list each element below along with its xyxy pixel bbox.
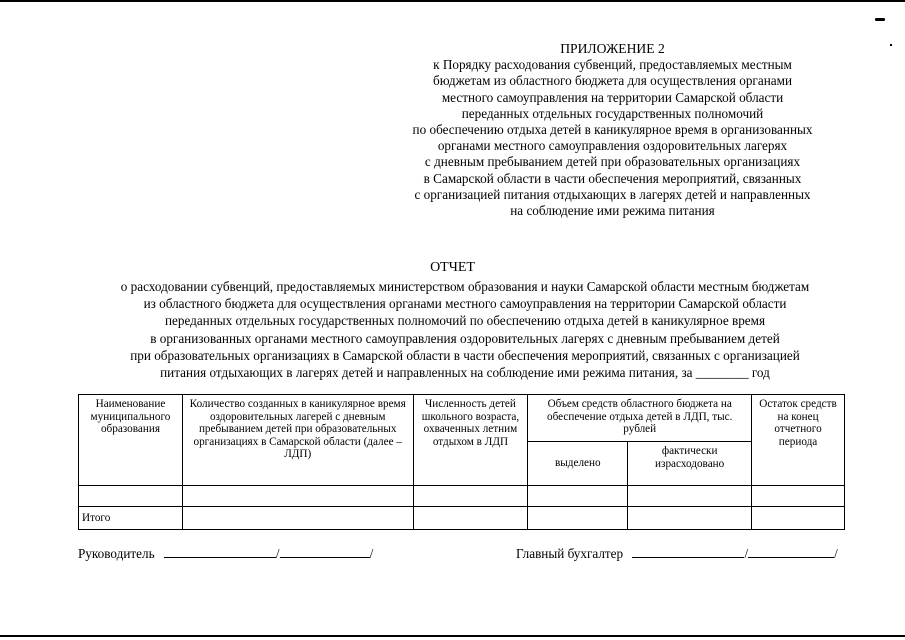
accountant-label: Главный бухгалтер bbox=[516, 546, 624, 561]
bottom-border-line bbox=[0, 635, 905, 637]
header-municipality: Наименование муниципального образования bbox=[79, 395, 183, 486]
header-spent: фактически израсходовано bbox=[628, 442, 752, 486]
top-border-line bbox=[0, 0, 905, 2]
head-label: Руководитель bbox=[78, 546, 155, 561]
table-cell bbox=[413, 486, 528, 507]
accountant-name-field[interactable] bbox=[748, 543, 834, 558]
appendix-line: на соблюдение ими режима питания bbox=[510, 203, 715, 219]
table-cell bbox=[752, 507, 845, 530]
header-balance: Остаток средств на конец отчетного периода bbox=[752, 395, 845, 486]
table-row bbox=[79, 486, 845, 507]
appendix-line: в Самарской области в части обеспечения мероприятий, связанных bbox=[423, 170, 802, 186]
appendix-line: по обеспечению отдыха детей в каникулярное время в организованных bbox=[412, 122, 813, 138]
appendix-line: переданных отдельных государственных полномочий bbox=[461, 105, 764, 121]
header-children-count: Численность детей школьного возраста, охваченных летним отдыхом в ЛДП bbox=[413, 395, 528, 486]
separator: / bbox=[275, 546, 280, 561]
table-cell bbox=[182, 507, 413, 530]
appendix-line: с организацией питания отдыхающих в лагерях детей и направленных bbox=[414, 186, 811, 202]
table-cell bbox=[182, 486, 413, 507]
accountant-signature bbox=[516, 543, 838, 562]
appendix-line: бюджетам из областного бюджета для осуществления органами bbox=[432, 73, 793, 89]
separator: / bbox=[744, 546, 749, 561]
scan-mark bbox=[875, 18, 885, 21]
header-funds: Объем средств областного бюджета на обеспечение отдыха детей в ЛДП, тыс. рублей bbox=[528, 395, 752, 442]
table-total-row bbox=[79, 507, 845, 530]
table-cell bbox=[79, 486, 183, 507]
table-cell bbox=[528, 507, 628, 530]
header-allocated: выделено bbox=[528, 442, 628, 486]
report-line: питания отдыхающих в лагерях детей и направленных на соблюдение ими режима питания, за ________ год bbox=[160, 365, 770, 381]
report-line: из областного бюджета для осуществления органами местного самоуправления на территории Самарской области bbox=[143, 296, 787, 312]
appendix-block bbox=[360, 41, 865, 219]
table-cell bbox=[628, 486, 752, 507]
report-title: ОТЧЕТ bbox=[430, 260, 475, 275]
appendix-line: органами местного самоуправления оздоровительных лагерях bbox=[437, 138, 788, 154]
separator: / bbox=[369, 546, 374, 561]
scan-dot bbox=[890, 44, 892, 46]
appendix-line: к Порядку расходования субвенций, предоставляемых местным bbox=[433, 57, 792, 73]
separator: / bbox=[834, 546, 838, 561]
accountant-signature-field[interactable] bbox=[632, 543, 744, 558]
table-cell bbox=[628, 507, 752, 530]
appendix-line: местного самоуправления на территории Самарской области bbox=[441, 89, 784, 105]
head-name-field[interactable] bbox=[280, 543, 370, 558]
appendix-line: с дневным пребыванием детей при образовательных организациях bbox=[424, 154, 801, 170]
report-table bbox=[78, 394, 845, 530]
report-line: при образовательных организациях в Самарской области в части обеспечения мероприятий, связанных с организацией bbox=[130, 347, 800, 363]
table-cell bbox=[528, 486, 628, 507]
table-cell bbox=[413, 507, 528, 530]
report-line: переданных отдельных государственных полномочий по обеспечению отдыха детей в каникулярное время bbox=[164, 313, 766, 329]
table-cell bbox=[752, 486, 845, 507]
report-line: о расходовании субвенций, предоставляемых министерством образования и науки Самарской области местным бюджетам bbox=[120, 279, 810, 294]
head-signature bbox=[78, 543, 373, 562]
appendix-title: ПРИЛОЖЕНИЕ 2 bbox=[560, 41, 665, 56]
report-line: в организованных органами местного самоуправления оздоровительных лагерях с дневным пребыванием детей bbox=[150, 330, 780, 346]
report-description bbox=[60, 278, 870, 381]
head-signature-field[interactable] bbox=[164, 543, 276, 558]
table-header-row bbox=[79, 395, 845, 442]
header-camps-count: Количество созданных в каникулярное время оздоровительных лагерей с дневным пребыванием детей при образовательных организациях в Самарской области (далее – ЛДП) bbox=[182, 395, 413, 486]
total-label: Итого bbox=[79, 507, 183, 530]
